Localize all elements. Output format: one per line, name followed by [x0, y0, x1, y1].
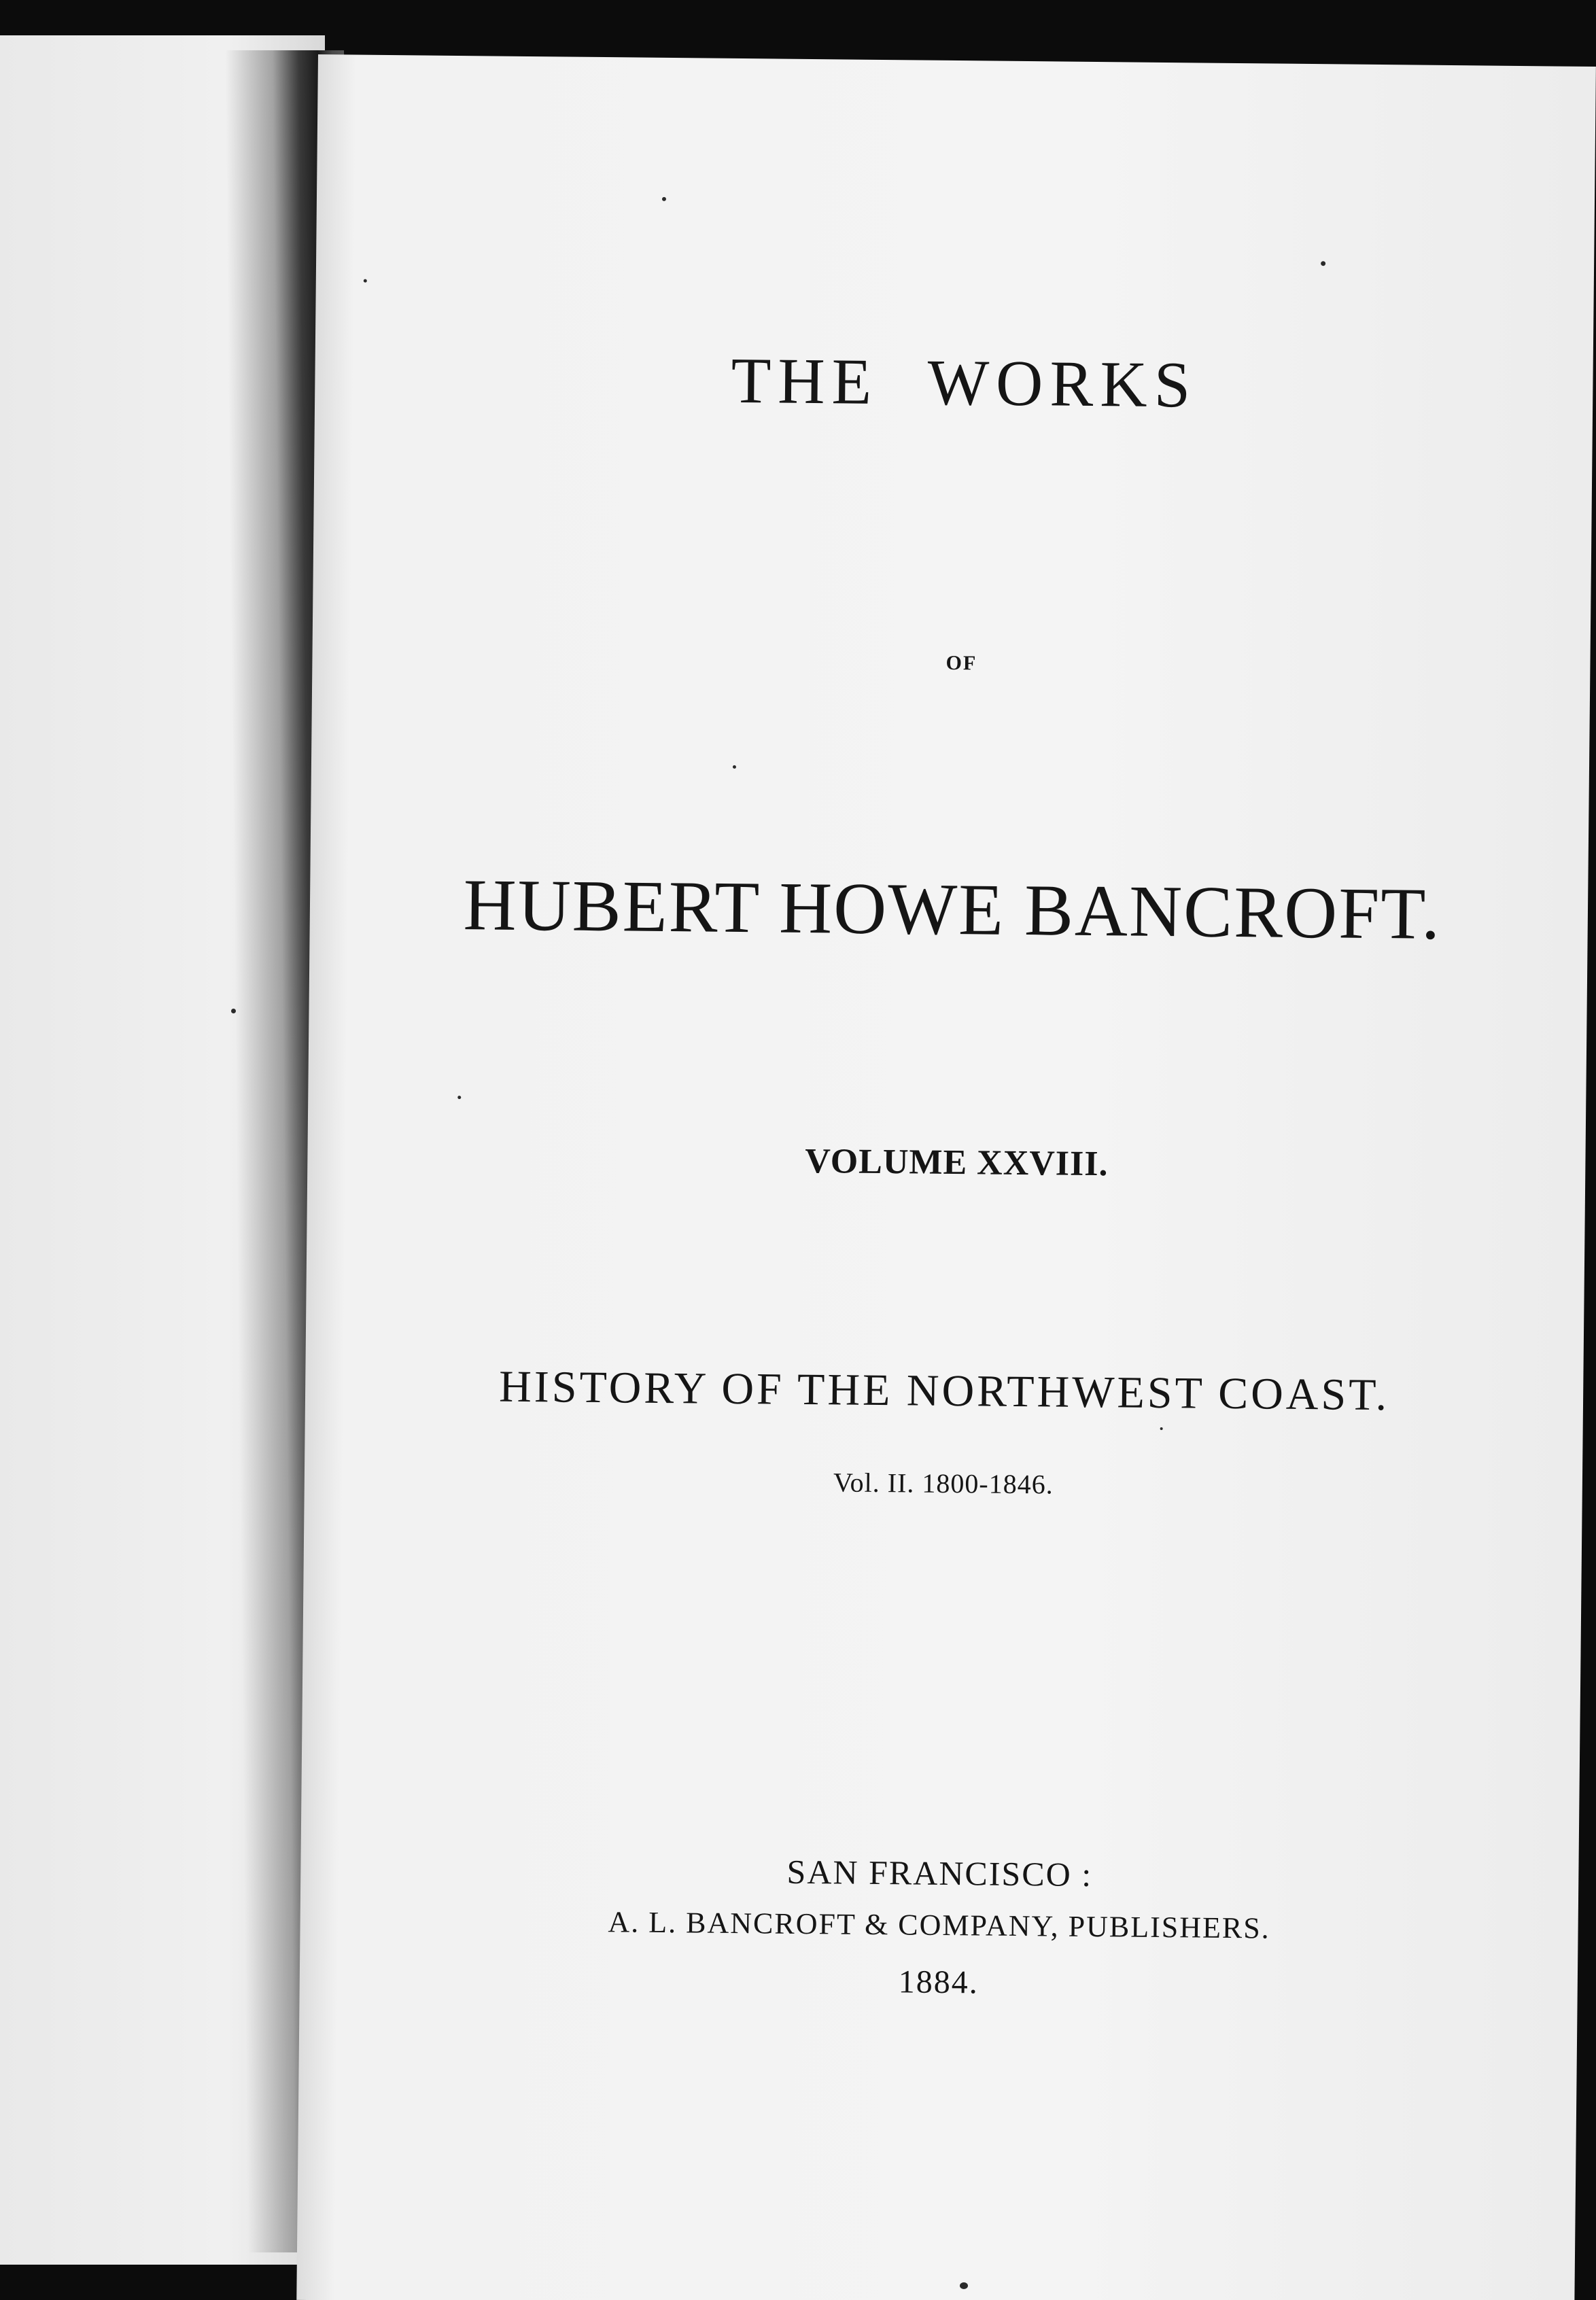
series-volume-dates: Vol. II. 1800-1846. — [833, 1467, 1054, 1500]
paper-speck — [733, 765, 736, 769]
series-title: HISTORY OF THE NORTHWEST COAST. — [498, 1361, 1390, 1421]
paper-speck — [364, 279, 367, 283]
paper-speck — [1321, 261, 1325, 266]
title-page — [296, 54, 1596, 2300]
paper-speck — [1160, 1427, 1163, 1430]
paper-speck — [457, 1096, 461, 1099]
author-name: HUBERT HOWE BANCROFT. — [463, 865, 1442, 955]
paper-speck — [231, 1009, 236, 1013]
of-word: OF — [946, 651, 977, 675]
paper-speck — [960, 2282, 968, 2289]
imprint-year: 1884. — [898, 1964, 979, 2001]
volume-number: VOLUME XXVIII. — [804, 1141, 1109, 1184]
imprint-publisher: A. L. BANCROFT & COMPANY, PUBLISHERS. — [608, 1905, 1270, 1945]
imprint-place: SAN FRANCISCO : — [786, 1852, 1093, 1894]
works-title: THE WORKS — [731, 343, 1198, 421]
paper-speck — [662, 197, 666, 201]
